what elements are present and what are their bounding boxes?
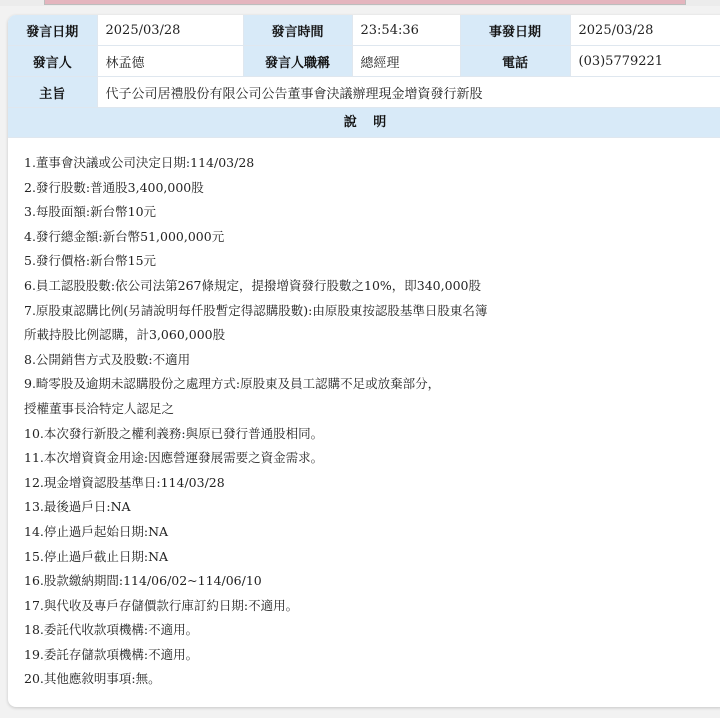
phone-label: 電話 xyxy=(460,46,570,77)
description-line: 8.公開銷售方式及股數:不適用 xyxy=(24,351,191,367)
description-line: 13.最後過戶日:NA xyxy=(24,499,131,515)
description-line: 11.本次增資資金用途:因應營運發展需要之資金需求。 xyxy=(24,450,324,466)
description-line: 15.停止過戶截止日期:NA xyxy=(24,548,169,564)
top-banner-image xyxy=(44,0,686,5)
description-line: 所載持股比例認購，計3,060,000股 xyxy=(24,327,226,343)
description-line: 7.原股東認購比例(另請說明每仟股暫定得認購股數):由原股東按認股基準日股東名簿 xyxy=(24,302,488,318)
description-line: 17.與代收及專戶存儲價款行庫訂約日期:不適用。 xyxy=(24,597,299,613)
description-line: 4.發行總金額:新台幣51,000,000元 xyxy=(24,228,225,244)
speaker-title-label: 發言人職稱 xyxy=(243,46,352,77)
description-line: 5.發行價格:新台幣15元 xyxy=(24,253,157,269)
description-line: 14.停止過戶起始日期:NA xyxy=(24,523,169,539)
announcement-info-table xyxy=(8,15,720,108)
info-row-dates xyxy=(8,15,720,46)
description-line: 9.畸零股及逾期未認購股份之處理方式:原股東及員工認購不足或放棄部分， xyxy=(24,376,441,392)
speaker-title-value: 總經理 xyxy=(352,46,460,77)
announce-date-value: 2025/03/28 xyxy=(97,15,243,46)
announcement-panel xyxy=(8,15,720,707)
description-line: 授權董事長洽特定人認足之 xyxy=(24,400,175,416)
description-line: 10.本次發行新股之權利義務:與原已發行普通股相同。 xyxy=(24,425,324,441)
description-line: 2.發行股數:普通股3,400,000股 xyxy=(24,179,204,195)
description-line: 6.員工認股股數:依公司法第267條規定，提撥增資發行股數之10%，即340,000股 xyxy=(24,277,481,293)
subject-value: 代子公司居禮股份有限公司公告董事會決議辦理現金增資發行新股 xyxy=(97,77,720,108)
description-line: 18.委託代收款項機構:不適用。 xyxy=(24,622,199,638)
description-header: 說 明 xyxy=(8,108,720,138)
description-line: 1.董事會決議或公司決定日期:114/03/28 xyxy=(24,155,255,170)
speaker-value: 林孟德 xyxy=(97,46,243,77)
announce-date-label: 發言日期 xyxy=(8,15,97,46)
description-line: 3.每股面額:新台幣10元 xyxy=(24,204,157,220)
event-date-value: 2025/03/28 xyxy=(570,15,720,46)
description-body xyxy=(8,138,720,692)
phone-value: (03)5779221 xyxy=(570,46,720,77)
description-line: 16.股款繳納期間:114/06/02~114/06/10 xyxy=(24,573,262,589)
event-date-label: 事發日期 xyxy=(460,15,570,46)
description-line: 19.委託存儲款項機構:不適用。 xyxy=(24,646,199,662)
info-row-speaker xyxy=(8,46,720,77)
description-line: 20.其他應敘明事項:無。 xyxy=(24,671,161,687)
speaker-label: 發言人 xyxy=(8,46,97,77)
announce-time-value: 23:54:36 xyxy=(352,15,460,46)
subject-label: 主旨 xyxy=(8,77,97,108)
description-line: 12.現金增資認股基準日:114/03/28 xyxy=(24,474,225,490)
announce-time-label: 發言時間 xyxy=(243,15,352,46)
info-row-subject xyxy=(8,77,720,108)
